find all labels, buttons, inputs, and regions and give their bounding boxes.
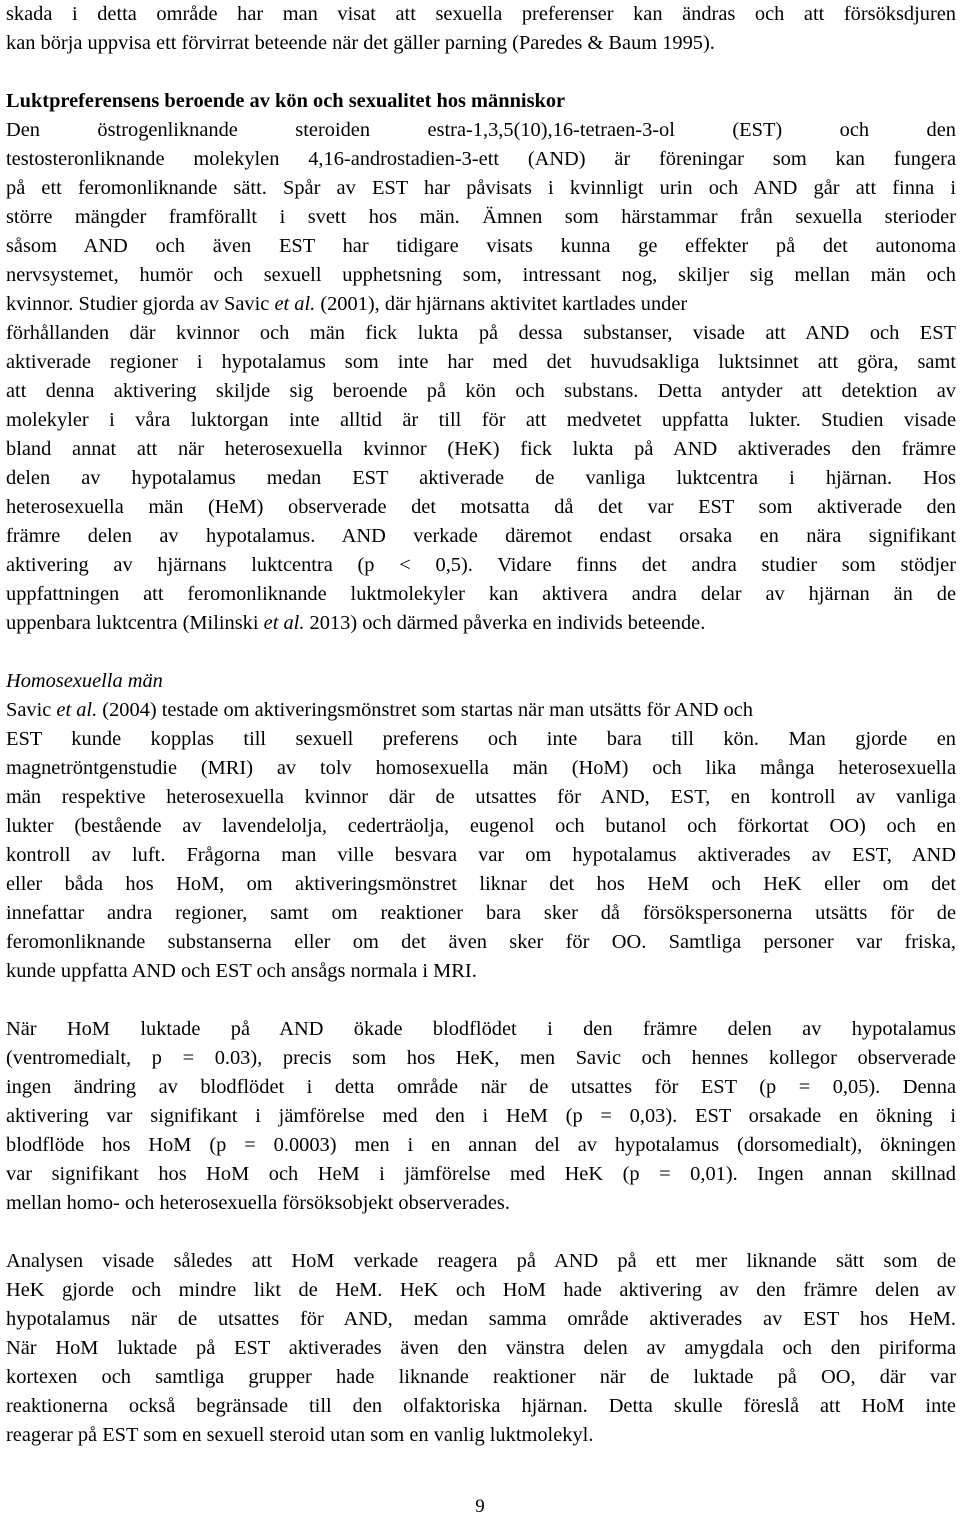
text-line: När HoM luktade på EST aktiverades även den vänstra delen av amygdala och den piriforma	[6, 1337, 956, 1359]
text-line: lukter (bestående av lavendelolja, cederträolja, eugenol och butanol och förkortat OO) och en	[6, 815, 956, 837]
text-line: testosteronliknande molekylen 4,16-androstadien-3-ett (AND) är föreningar som kan fungera	[6, 148, 956, 170]
text-line: kan börja uppvisa ett förvirrat beteende när det gäller parning (Paredes & Baum 1995).	[6, 32, 715, 54]
text-line: Den östrogenliknande steroiden estra-1,3,5(10),16-tetraen-3-ol (EST) och den	[6, 119, 956, 141]
text-line: blodflöde hos HoM (p = 0.0003) men i en annan del av hypotalamus (dorsomedialt), ökningen	[6, 1134, 956, 1156]
section-luktpreferens	[6, 87, 956, 638]
text-line: eller båda hos HoM, om aktiveringsmönstret liknar det hos HeM och HeK eller om det	[6, 873, 956, 895]
text-segment: 2013) och därmed påverka en individs beteende.	[304, 612, 706, 634]
paragraph-analys	[6, 1247, 956, 1450]
text-line: aktivering var signifikant i jämförelse med den i HeM (p = 0,03). EST orsakade en ökning i	[6, 1105, 956, 1127]
section-heading: Luktpreferensens beroende av kön och sexualitet hos människor	[6, 90, 566, 112]
text-line: ingen ändring av blodflödet i detta område när de utsattes för EST (p = 0,05). Denna	[6, 1076, 956, 1098]
text-line	[6, 696, 956, 725]
text-line	[6, 609, 956, 638]
text-line: innefattar andra regioner, samt om reaktioner bara sker då försökspersonerna utsätts för de	[6, 902, 956, 924]
text-line: mellan homo- och heterosexuella försöksobjekt observerades.	[6, 1192, 510, 1214]
paragraph-gap	[6, 986, 956, 1015]
text-line: kunde uppfatta AND och EST och ansågs normala i MRI.	[6, 960, 477, 982]
paragraph-blodflode	[6, 1015, 956, 1218]
text-line: molekyler i våra luktorgan inte alltid är till för att medvetet uppfatta lukter. Studien visade	[6, 409, 956, 431]
text-line: feromonliknande substanserna eller om det även sker för OO. Samtliga personer var friska,	[6, 931, 956, 953]
text-line: förhållanden där kvinnor och män fick lukta på dessa substanser, visade att AND och EST	[6, 322, 956, 344]
text-line: att denna aktivering skiljde sig beroende på kön och substans. Detta antyder att detektion av	[6, 380, 956, 402]
text-line: aktivering av hjärnans luktcentra (p < 0,5). Vidare finns det andra studier som stödjer	[6, 554, 956, 576]
text-segment: kvinnor. Studier gjorda av Savic	[6, 293, 275, 315]
text-line: När HoM luktade på AND ökade blodflödet i den främre delen av hypotalamus	[6, 1018, 956, 1040]
text-line: magnetröntgenstudie (MRI) av tolv homosexuella män (HoM) och lika många heterosexuella	[6, 757, 956, 779]
text-line: delen av hypotalamus medan EST aktiverade de vanliga luktcentra i hjärnan. Hos	[6, 467, 956, 489]
text-segment: (2001), där hjärnans aktivitet kartlades under	[315, 293, 688, 315]
document-page	[6, 0, 956, 1450]
et-al-italic: et al.	[263, 612, 305, 634]
text-line: reagerar på EST som en sexuell steroid utan som en vanlig luktmolekyl.	[6, 1424, 594, 1446]
section-homosexuella-man	[6, 667, 956, 986]
text-line: skada i detta område har man visat att sexuella preferenser kan ändras och att försöksdjuren	[6, 3, 956, 25]
page-number: 9	[475, 1496, 485, 1517]
intro-paragraph	[6, 0, 956, 58]
section-heading: Homosexuella män	[6, 670, 163, 692]
et-al-italic: et al.	[56, 699, 98, 721]
paragraph-gap	[6, 1218, 956, 1247]
text-line: män respektive heterosexuella kvinnor där de utsattes för AND, EST, en kontroll av vanliga	[6, 786, 956, 808]
text-line	[6, 290, 956, 319]
paragraph-gap	[6, 638, 956, 667]
text-line: EST kunde kopplas till sexuell preferens och inte bara till kön. Man gjorde en	[6, 728, 956, 750]
text-line: nervsystemet, humör och sexuell upphetsning som, intressant nog, skiljer sig mellan män och	[6, 264, 956, 286]
text-line: såsom AND och även EST har tidigare visats kunna ge effekter på det autonoma	[6, 235, 956, 257]
text-segment: Savic	[6, 699, 57, 721]
text-line: HeK gjorde och mindre likt de HeM. HeK och HoM hade aktivering av den främre delen av	[6, 1279, 956, 1301]
text-line: på ett feromonliknande sätt. Spår av EST har påvisats i kvinnligt urin och AND går att finna i	[6, 177, 956, 199]
text-line: större mängder framförallt i svett hos män. Ämnen som härstammar från sexuella sterioder	[6, 206, 956, 228]
text-line: uppfattningen att feromonliknande luktmolekyler kan aktivera andra delar av hjärnan än de	[6, 583, 956, 605]
text-line: var signifikant hos HoM och HeM i jämförelse med HeK (p = 0,01). Ingen annan skillnad	[6, 1163, 956, 1185]
text-segment: (2004) testade om aktiveringsmönstret som startas när man utsätts för AND och	[97, 699, 753, 721]
text-line: heterosexuella män (HeM) observerade det motsatta då det var EST som aktiverade den	[6, 496, 956, 518]
et-al-italic: et al.	[274, 293, 316, 315]
text-line: kontroll av luft. Frågorna man ville besvara var om hypotalamus aktiverades av EST, AND	[6, 844, 956, 866]
text-line: främre delen av hypotalamus. AND verkade däremot endast orsaka en nära signifikant	[6, 525, 956, 547]
text-line: kortexen och samtliga grupper hade liknande reaktioner när de luktade på OO, där var	[6, 1366, 956, 1388]
paragraph-gap	[6, 58, 956, 87]
text-line: bland annat att när heterosexuella kvinnor (HeK) fick lukta på AND aktiverades den främre	[6, 438, 956, 460]
text-line: hypotalamus när de utsattes för AND, medan samma område aktiverades av EST hos HeM.	[6, 1308, 956, 1330]
text-line: reaktionerna också begränsade till den olfaktoriska hjärnan. Detta skulle föreslå att HoM inte	[6, 1395, 956, 1417]
text-line: aktiverade regioner i hypotalamus som inte har med det huvudsakliga luktsinnet att göra, samt	[6, 351, 956, 373]
text-line: Analysen visade således att HoM verkade reagera på AND på ett mer liknande sätt som de	[6, 1250, 956, 1272]
text-line: (ventromedialt, p = 0.03), precis som hos HeK, men Savic och hennes kollegor observerade	[6, 1047, 956, 1069]
text-segment: uppenbara luktcentra (Milinski	[6, 612, 264, 634]
